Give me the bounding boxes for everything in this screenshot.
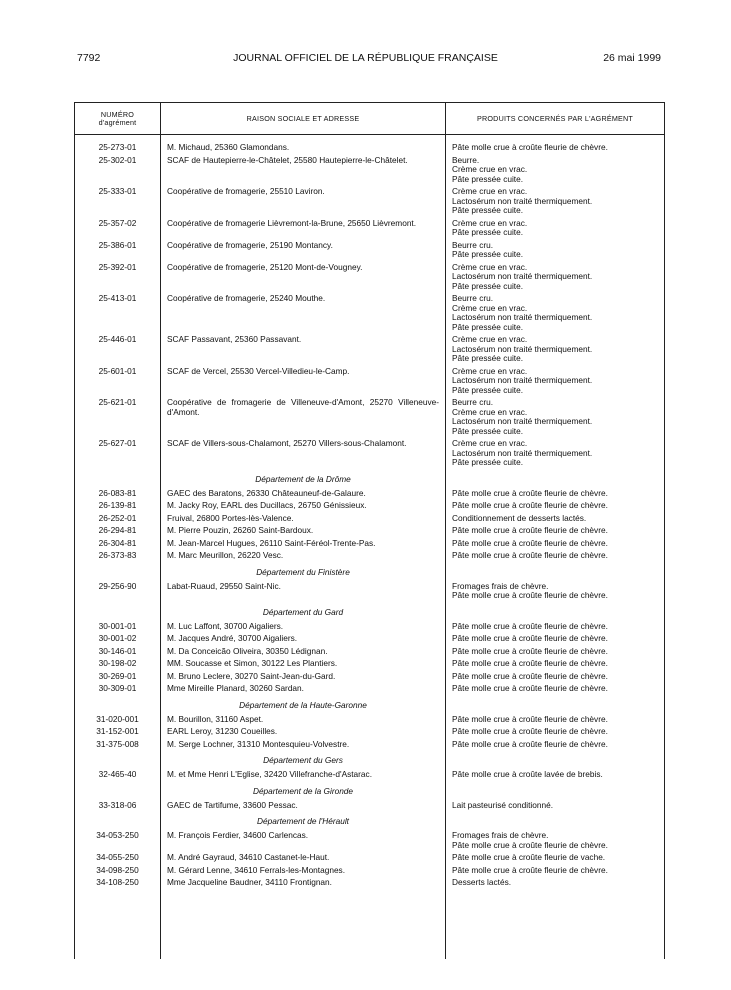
agreement-number: 25-357-02 [98,217,137,228]
department-heading [75,783,664,799]
product-item: Pâte pressée cuite. [452,425,524,436]
product-item: Crème crue en vrac. [452,164,528,174]
agreement-table [74,102,665,959]
products-list [452,219,662,238]
table-row [75,143,664,156]
product-item: Pâte molle crue à croûte fleurie de chèvre. [452,590,608,600]
product-item: Lactosérum non traité thermiquement. [452,447,593,458]
products-list [452,143,662,153]
table-row [75,501,664,514]
company-name-address: MM. Soucasse et Simon, 30122 Les Plantiers. [167,658,338,668]
product-item: Lactosérum non traité thermiquement. [452,343,593,354]
products-list [452,801,662,811]
product-item: Pâte pressée cuite. [452,353,524,363]
agreement-number: 25-386-01 [98,239,137,250]
product-item: Lactosérum non traité thermiquement. [452,271,593,281]
table-row [75,551,664,564]
products-list [452,398,662,436]
company-name-address: M. Michaud, 25360 Glamondans. [167,142,290,152]
company-name-address: Coopérative de fromagerie de Villeneuve-d'Amont, 25270 Villeneuve-d'Amont. [167,397,439,417]
product-item: Pâte molle crue à croûte fleurie de chèvre. [452,645,608,656]
product-item: Crème crue en vrac. [452,302,528,313]
product-item: Pâte pressée cuite. [452,280,524,291]
product-item: Pâte pressée cuite. [452,227,524,237]
product-item: Beurre. [452,154,480,165]
product-item: Pâte molle crue à croûte fleurie de chèvre. [452,550,608,560]
agreement-number: 29-256-90 [98,580,137,591]
products-list [452,715,662,725]
product-item: Pâte molle crue à croûte fleurie de chèvre. [452,726,608,736]
department-heading [75,697,664,713]
product-item: Crème crue en vrac. [452,261,528,272]
company-name-address: M. Jean-Marcel Hugues, 26110 Saint-Féréol-Trente-Pas. [167,537,376,548]
company-name-address: M. Bourillon, 31160 Aspet. [167,713,264,724]
department-label: Département de la Gironde [252,785,354,796]
product-item: Pâte molle crue à croûte fleurie de chèvre. [452,537,608,548]
product-item: Pâte molle crue à croûte fleurie de chèvre. [452,658,608,668]
products-list [452,241,662,260]
agreement-number: 34-098-250 [96,864,139,875]
product-item: Pâte molle crue à croûte fleurie de chèvre. [452,633,608,643]
table-row [75,831,664,853]
company-name-address: Mme Mireille Planard, 30260 Sardan. [167,683,304,693]
department-heading [75,813,664,829]
company-name-address: M. Da Conceicão Oliveira, 30350 Lédignan. [167,645,328,656]
product-item: Pâte molle crue à croûte fleurie de vache. [452,852,606,862]
product-item: Lait pasteurisé conditionné. [452,799,554,810]
products-list [452,622,662,632]
products-list [452,770,662,780]
table-row [75,219,664,241]
agreement-number: 30-001-02 [98,633,137,643]
product-item: Pâte pressée cuite. [452,384,524,395]
page-number: 7792 [77,52,101,64]
product-item: Crème crue en vrac. [452,334,528,344]
company-name-address: SCAF de Villers-sous-Chalamont, 25270 Villers-sous-Chalamont. [167,438,407,448]
table-row [75,187,664,219]
table-row [75,526,664,539]
company-name-address: Coopérative de fromagerie, 25120 Mont-de-Vougney. [167,261,363,272]
company-name-address: M. Bruno Leclere, 30270 Saint-Jean-du-Gard. [167,670,336,681]
products-list [452,684,662,694]
company-name-address: M. Jacky Roy, EARL des Ducillacs, 26750 Génissieux. [167,500,367,510]
company-name-address: Fruival, 26800 Portes-lès-Valence. [167,512,294,523]
products-list [452,672,662,682]
products-list [452,294,662,332]
product-item: Lactosérum non traité thermiquement. [452,375,593,385]
header-raison-sociale: RAISON SOCIALE ET ADRESSE [246,113,360,123]
company-name-address: M. Serge Lochner, 31310 Montesquieu-Volvestre. [167,738,350,749]
product-item: Conditionnement de desserts lactés. [452,512,587,523]
table-row [75,878,664,891]
products-list [452,878,662,888]
products-list [452,582,662,601]
product-item: Pâte pressée cuite. [452,173,524,184]
table-row [75,740,664,753]
products-list [452,727,662,737]
department-label: Département du Gers [263,755,343,765]
table-row [75,727,664,740]
table-row [75,241,664,263]
product-item: Pâte molle crue à croûte fleurie de chèvre. [452,620,608,631]
table-row [75,294,664,335]
table-row [75,582,664,604]
product-item: Pâte molle crue à croûte lavée de brebis. [452,769,603,779]
agreement-number: 26-083-81 [98,487,137,498]
department-label: Département de la Haute-Garonne [239,699,367,710]
agreement-number: 34-055-250 [96,852,139,862]
product-item: Lactosérum non traité thermiquement. [452,312,593,322]
agreement-number: 32-465-40 [98,769,137,779]
products-list [452,501,662,511]
product-item: Pâte molle crue à croûte fleurie de chèvre. [452,487,608,498]
products-list [452,853,662,863]
agreement-number: 31-020-001 [96,713,139,724]
header-numero-line2: d'agrément [98,117,137,127]
products-list [452,489,662,499]
agreement-number: 25-621-01 [98,397,137,407]
products-list [452,263,662,292]
products-list [452,659,662,669]
company-name-address: M. Pierre Pouzin, 26260 Saint-Bardoux. [167,525,314,535]
product-item: Beurre cru. [452,397,494,407]
table-row [75,263,664,295]
journal-title: JOURNAL OFFICIEL DE LA RÉPUBLIQUE FRANÇAISE [233,52,498,64]
company-name-address: SCAF de Vercel, 25530 Vercel-Villedieu-le-Camp. [167,365,350,376]
product-item: Pâte pressée cuite. [452,249,524,259]
agreement-number: 33-318-06 [98,799,137,810]
products-list [452,526,662,536]
agreement-number: 25-302-01 [98,154,137,165]
company-name-address: M. Luc Laffont, 30700 Aigaliers. [167,620,284,631]
product-item: Pâte molle crue à croûte fleurie de chèvre. [452,839,608,850]
agreement-number: 30-269-01 [98,670,137,681]
table-row [75,866,664,879]
products-list [452,551,662,561]
product-item: Pâte molle crue à croûte fleurie de chèvre. [452,500,608,510]
product-item: Pâte pressée cuite. [452,457,524,467]
table-row [75,659,664,672]
company-name-address: Labat-Ruaud, 29550 Saint-Nic. [167,580,281,591]
department-label: Département de la Drôme [255,473,351,484]
company-name-address: EARL Leroy, 31230 Coueilles. [167,726,278,736]
table-row [75,439,664,471]
company-name-address: M. François Ferdier, 34600 Carlencas. [167,830,309,840]
company-name-address: M. Gérard Lenne, 34610 Ferrals-les-Montagnes. [167,864,346,875]
product-item: Beurre cru. [452,293,494,303]
agreement-number: 26-373-83 [98,550,137,560]
product-item: Crème crue en vrac. [452,365,528,376]
product-item: Pâte molle crue à croûte fleurie de chèvre. [452,142,608,152]
agreement-number: 31-152-001 [96,726,139,736]
department-label: Département du Finistère [256,566,350,577]
product-item: Pâte molle crue à croûte fleurie de chèvre. [452,670,608,681]
header-numero-line1: NUMÉRO [100,109,135,119]
company-name-address: M. et Mme Henri L'Eglise, 32420 Villefranche-d'Astarac. [167,769,372,779]
agreement-number: 30-198-02 [98,658,137,668]
company-name-address: M. André Gayraud, 34610 Castanet-le-Haut. [167,852,330,862]
company-name-address: Mme Jacqueline Baudner, 34110 Frontignan. [167,877,332,887]
department-label: Département du Gard [262,606,344,617]
products-list [452,367,662,396]
company-name-address: SCAF de Hautepierre-le-Châtelet, 25580 Hautepierre-le-Châtelet. [167,154,408,165]
agreement-number: 25-601-01 [98,365,137,376]
products-list [452,187,662,216]
agreement-number: 26-139-81 [98,500,137,510]
department-heading [75,564,664,580]
agreement-number: 30-146-01 [98,645,137,656]
company-name-address: GAEC des Baratons, 26330 Châteauneuf-de-Galaure. [167,487,366,498]
table-row [75,367,664,399]
company-name-address: Coopérative de fromagerie Lièvremont-la-Brune, 25650 Lièvremont. [167,217,417,228]
products-list [452,335,662,364]
table-row [75,801,664,814]
products-list [452,156,662,185]
product-item: Pâte pressée cuite. [452,321,524,332]
product-item: Crème crue en vrac. [452,217,528,228]
table-row [75,398,664,439]
product-item: Beurre cru. [452,239,494,250]
product-item: Pâte molle crue à croûte fleurie de chèvre. [452,864,608,875]
products-list [452,647,662,657]
agreement-number: 34-108-250 [96,877,139,887]
agreement-number: 25-273-01 [98,142,137,152]
product-item: Fromages frais de chèvre. [452,580,549,591]
agreement-number: 25-446-01 [98,334,137,344]
products-list [452,634,662,644]
department-heading [75,752,664,768]
table-row [75,770,664,783]
agreement-number: 31-375-008 [96,738,139,749]
table-row [75,156,664,188]
agreement-number: 30-001-01 [98,620,137,631]
products-list [452,439,662,468]
agreement-number: 26-304-81 [98,537,137,548]
agreement-number: 34-053-250 [96,830,139,840]
agreement-number: 25-627-01 [98,438,137,448]
products-list [452,740,662,750]
company-name-address: M. Jacques André, 30700 Aigaliers. [167,633,298,643]
agreement-number: 25-392-01 [98,261,137,272]
company-name-address: Coopérative de fromagerie, 25190 Montancy. [167,239,333,250]
company-name-address: Coopérative de fromagerie, 25510 Laviron. [167,186,325,196]
product-item: Pâte molle crue à croûte fleurie de chèvre. [452,738,608,749]
table-header [75,103,664,135]
product-item: Fromages frais de chèvre. [452,830,549,840]
department-heading [75,471,664,487]
table-row [75,335,664,367]
company-name-address: M. Marc Meurillon, 26220 Vesc. [167,550,284,560]
table-row [75,634,664,647]
product-item: Pâte molle crue à croûte fleurie de chèvre. [452,683,608,693]
header-numero [75,103,160,134]
product-item: Lactosérum non traité thermiquement. [452,195,593,206]
table-body [75,143,664,891]
product-item: Desserts lactés. [452,877,512,887]
agreement-number: 25-413-01 [98,293,137,303]
product-item: Crème crue en vrac. [452,186,528,196]
products-list [452,866,662,876]
department-heading [75,604,664,620]
company-name-address: SCAF Passavant, 25360 Passavant. [167,334,302,344]
agreement-number: 25-333-01 [98,186,137,196]
product-item: Crème crue en vrac. [452,438,528,448]
product-item: Crème crue en vrac. [452,406,528,417]
product-item: Lactosérum non traité thermiquement. [452,416,593,426]
product-item: Pâte molle crue à croûte fleurie de chèvre. [452,525,608,535]
header-produits: PRODUITS CONCERNÉS PAR L'AGRÉMENT [477,113,633,123]
company-name-address: Coopérative de fromagerie, 25240 Mouthe. [167,293,326,303]
products-list [452,831,662,850]
product-item: Pâte molle crue à croûte fleurie de chèvre. [452,713,608,724]
issue-date: 26 mai 1999 [603,52,661,64]
agreement-number: 26-252-01 [98,512,137,523]
products-list [452,514,662,524]
product-item: Pâte pressée cuite. [452,205,524,215]
products-list [452,539,662,549]
agreement-number: 26-294-81 [98,525,137,535]
company-name-address: GAEC de Tartifume, 33600 Pessac. [167,799,298,810]
table-row [75,684,664,697]
table-row [75,853,664,866]
agreement-number: 30-309-01 [98,683,137,693]
department-label: Département de l'Hérault [257,816,349,826]
